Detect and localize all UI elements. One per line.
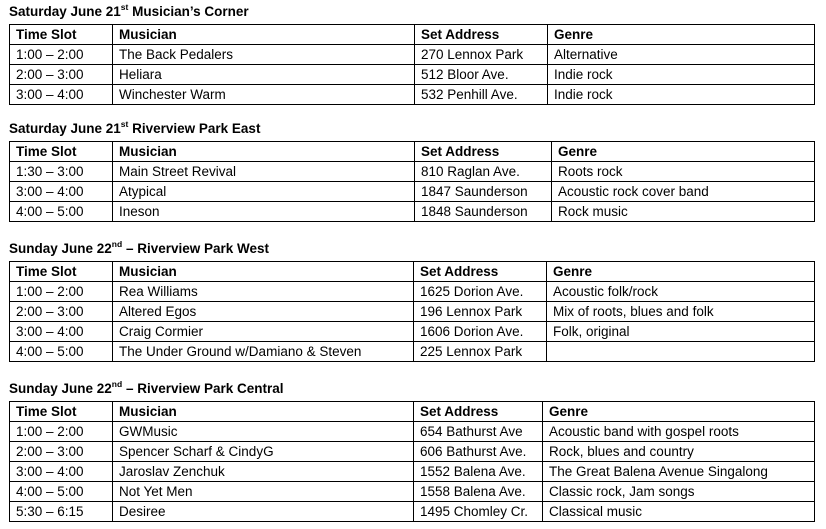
table-row bbox=[10, 322, 815, 342]
column-header-time-slot: Time Slot bbox=[10, 142, 113, 162]
time-slot-cell: 1:30 – 3:00 bbox=[10, 162, 113, 182]
column-header-time-slot: Time Slot bbox=[10, 262, 113, 282]
set-address-cell: 654 Bathurst Ave bbox=[414, 422, 543, 442]
column-header-set-address: Set Address bbox=[414, 262, 547, 282]
column-header-genre: Genre bbox=[543, 402, 815, 422]
musician-cell: Winchester Warm bbox=[113, 85, 415, 105]
column-header-musician: Musician bbox=[113, 142, 415, 162]
time-slot-cell: 3:00 – 4:00 bbox=[10, 462, 113, 482]
genre-cell: Classical music bbox=[543, 502, 815, 522]
section-heading bbox=[9, 378, 815, 397]
heading-ordinal: nd bbox=[111, 238, 123, 249]
set-address-cell: 225 Lennox Park bbox=[414, 342, 547, 362]
musician-cell: GWMusic bbox=[113, 422, 414, 442]
genre-cell bbox=[547, 342, 815, 362]
genre-cell: Folk, original bbox=[547, 322, 815, 342]
table-row bbox=[10, 502, 815, 522]
column-header-genre: Genre bbox=[552, 142, 815, 162]
set-address-cell: 810 Raglan Ave. bbox=[415, 162, 552, 182]
schedule-table bbox=[9, 24, 815, 105]
column-header-time-slot: Time Slot bbox=[10, 25, 113, 45]
schedule-section-sunday-riverview-park-west bbox=[9, 238, 815, 362]
musician-cell: The Back Pedalers bbox=[113, 45, 415, 65]
heading-ordinal: st bbox=[120, 1, 129, 12]
column-header-musician: Musician bbox=[113, 402, 414, 422]
time-slot-cell: 4:00 – 5:00 bbox=[10, 482, 113, 502]
set-address-cell: 1847 Saunderson bbox=[415, 182, 552, 202]
genre-cell: Rock music bbox=[552, 202, 815, 222]
table-row bbox=[10, 182, 815, 202]
schedule-section-saturday-riverview-park-east bbox=[9, 118, 815, 222]
column-header-set-address: Set Address bbox=[415, 142, 552, 162]
heading-ordinal: nd bbox=[111, 378, 123, 389]
heading-venue: – Riverview Park West bbox=[122, 241, 270, 256]
genre-cell: Classic rock, Jam songs bbox=[543, 482, 815, 502]
heading-date: Saturday June 21 bbox=[9, 4, 121, 19]
heading-ordinal: st bbox=[120, 118, 129, 129]
time-slot-cell: 1:00 – 2:00 bbox=[10, 422, 113, 442]
time-slot-cell: 4:00 – 5:00 bbox=[10, 202, 113, 222]
table-row bbox=[10, 85, 815, 105]
musician-cell: Desiree bbox=[113, 502, 414, 522]
set-address-cell: 1625 Dorion Ave. bbox=[414, 282, 547, 302]
musician-cell: Atypical bbox=[113, 182, 415, 202]
musician-cell: Craig Cormier bbox=[113, 322, 414, 342]
schedule-table bbox=[9, 261, 815, 362]
set-address-cell: 1848 Saunderson bbox=[415, 202, 552, 222]
table-row bbox=[10, 202, 815, 222]
musician-cell: Not Yet Men bbox=[113, 482, 414, 502]
genre-cell: Mix of roots, blues and folk bbox=[547, 302, 815, 322]
time-slot-cell: 3:00 – 4:00 bbox=[10, 85, 113, 105]
set-address-cell: 1495 Chomley Cr. bbox=[414, 502, 543, 522]
time-slot-cell: 3:00 – 4:00 bbox=[10, 182, 113, 202]
table-row bbox=[10, 65, 815, 85]
musician-cell: Rea Williams bbox=[113, 282, 414, 302]
table-row bbox=[10, 482, 815, 502]
table-row bbox=[10, 422, 815, 442]
musician-cell: Heliara bbox=[113, 65, 415, 85]
heading-venue: Musician’s Corner bbox=[128, 4, 249, 19]
time-slot-cell: 2:00 – 3:00 bbox=[10, 65, 113, 85]
column-header-genre: Genre bbox=[547, 262, 815, 282]
genre-cell: Acoustic folk/rock bbox=[547, 282, 815, 302]
table-row bbox=[10, 282, 815, 302]
section-heading bbox=[9, 118, 815, 137]
table-header-row bbox=[10, 402, 815, 422]
set-address-cell: 1558 Balena Ave. bbox=[414, 482, 543, 502]
section-heading bbox=[9, 1, 815, 20]
genre-cell: The Great Balena Avenue Singalong bbox=[543, 462, 815, 482]
column-header-set-address: Set Address bbox=[414, 402, 543, 422]
schedule-section-sunday-riverview-park-central bbox=[9, 378, 815, 522]
genre-cell: Roots rock bbox=[552, 162, 815, 182]
schedule-section-saturday-musicians-corner bbox=[9, 1, 815, 105]
table-row bbox=[10, 162, 815, 182]
time-slot-cell: 2:00 – 3:00 bbox=[10, 302, 113, 322]
section-heading bbox=[9, 238, 815, 257]
time-slot-cell: 2:00 – 3:00 bbox=[10, 442, 113, 462]
genre-cell: Acoustic band with gospel roots bbox=[543, 422, 815, 442]
table-row bbox=[10, 342, 815, 362]
column-header-musician: Musician bbox=[113, 262, 414, 282]
genre-cell: Rock, blues and country bbox=[543, 442, 815, 462]
musician-cell: Spencer Scharf & CindyG bbox=[113, 442, 414, 462]
time-slot-cell: 1:00 – 2:00 bbox=[10, 282, 113, 302]
table-header-row bbox=[10, 262, 815, 282]
musician-cell: Altered Egos bbox=[113, 302, 414, 322]
schedule-table bbox=[9, 141, 815, 222]
column-header-genre: Genre bbox=[548, 25, 815, 45]
genre-cell: Indie rock bbox=[548, 65, 815, 85]
heading-date: Sunday June 22 bbox=[9, 241, 112, 256]
time-slot-cell: 5:30 – 6:15 bbox=[10, 502, 113, 522]
musician-cell: Ineson bbox=[113, 202, 415, 222]
set-address-cell: 196 Lennox Park bbox=[414, 302, 547, 322]
genre-cell: Indie rock bbox=[548, 85, 815, 105]
column-header-set-address: Set Address bbox=[415, 25, 548, 45]
heading-venue: – Riverview Park Central bbox=[122, 381, 284, 396]
set-address-cell: 606 Bathurst Ave. bbox=[414, 442, 543, 462]
heading-venue: Riverview Park East bbox=[128, 121, 261, 136]
table-row bbox=[10, 462, 815, 482]
table-row bbox=[10, 442, 815, 462]
set-address-cell: 532 Penhill Ave. bbox=[415, 85, 548, 105]
table-header-row bbox=[10, 142, 815, 162]
table-row bbox=[10, 302, 815, 322]
genre-cell: Alternative bbox=[548, 45, 815, 65]
schedule-table bbox=[9, 401, 815, 522]
set-address-cell: 270 Lennox Park bbox=[415, 45, 548, 65]
column-header-time-slot: Time Slot bbox=[10, 402, 113, 422]
table-header-row bbox=[10, 25, 815, 45]
heading-date: Sunday June 22 bbox=[9, 381, 112, 396]
table-row bbox=[10, 45, 815, 65]
musician-cell: Main Street Revival bbox=[113, 162, 415, 182]
time-slot-cell: 4:00 – 5:00 bbox=[10, 342, 113, 362]
musician-cell: The Under Ground w/Damiano & Steven bbox=[113, 342, 414, 362]
genre-cell: Acoustic rock cover band bbox=[552, 182, 815, 202]
column-header-musician: Musician bbox=[113, 25, 415, 45]
set-address-cell: 1606 Dorion Ave. bbox=[414, 322, 547, 342]
set-address-cell: 512 Bloor Ave. bbox=[415, 65, 548, 85]
time-slot-cell: 1:00 – 2:00 bbox=[10, 45, 113, 65]
set-address-cell: 1552 Balena Ave. bbox=[414, 462, 543, 482]
heading-date: Saturday June 21 bbox=[9, 121, 121, 136]
musician-cell: Jaroslav Zenchuk bbox=[113, 462, 414, 482]
time-slot-cell: 3:00 – 4:00 bbox=[10, 322, 113, 342]
